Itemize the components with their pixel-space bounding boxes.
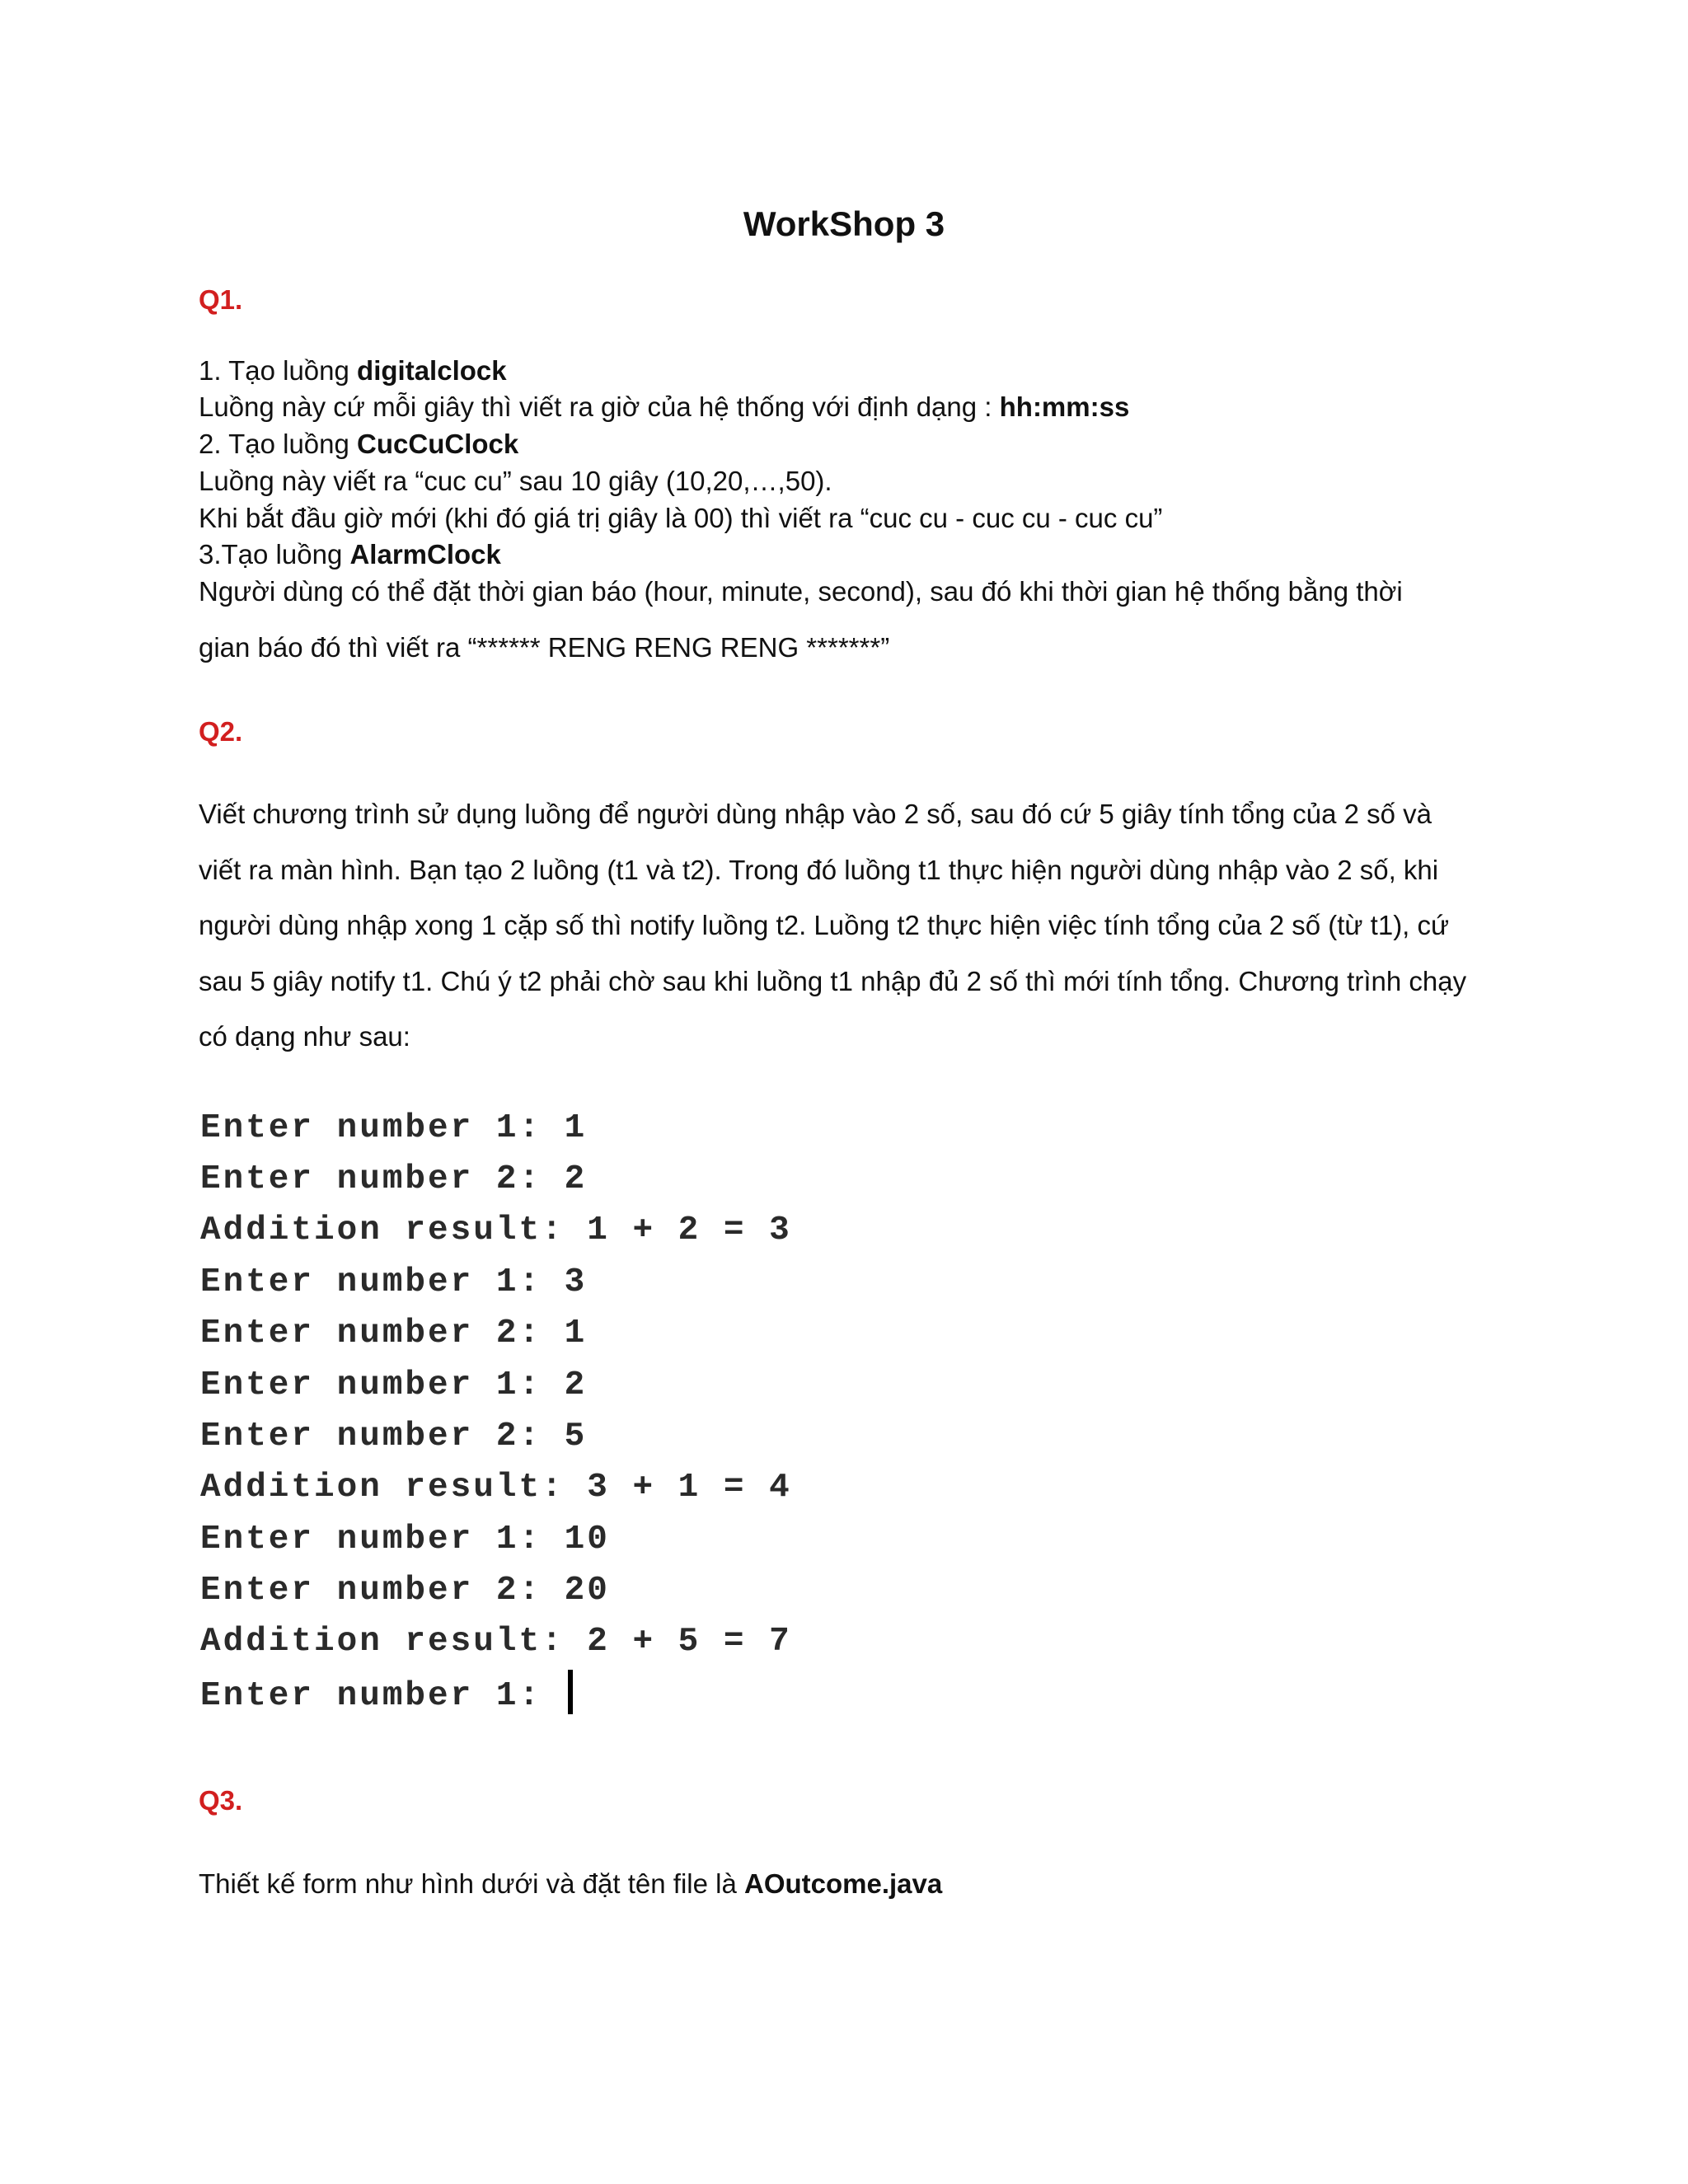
console-line: Enter number 1: 3 bbox=[200, 1263, 588, 1301]
q1-line-7: Người dùng có thể đặt thời gian báo (hour, minute, second), sau đó khi thời gian hệ thống bằng thời bbox=[199, 576, 1403, 607]
console-prompt-text: Enter number 1: bbox=[200, 1676, 565, 1715]
q1-line-5: Khi bắt đầu giờ mới (khi đó giá trị giây là 00) thì viết ra “cuc cu - cuc cu - cuc cu” bbox=[199, 503, 1163, 533]
q2-paragraph-line-2: viết ra màn hình. Bạn tạo 2 luồng (t1 và t2). Trong đó luồng t1 thực hiện người dùng nhập vào 2 số, khi bbox=[199, 855, 1439, 885]
q3-line-1-text: Thiết kế form như hình dưới và đặt tên file là bbox=[199, 1868, 744, 1899]
q1-line-3-text: 2. Tạo luồng bbox=[199, 429, 358, 459]
console-line: Addition result: 3 + 1 = 4 bbox=[200, 1469, 792, 1507]
q2-heading: Q2. bbox=[199, 716, 243, 747]
q2-paragraph-line-3: người dùng nhập xong 1 cặp số thì notify luồng t2. Luồng t2 thực hiện việc tính tổng của 2 số (từ t1), cứ bbox=[199, 910, 1450, 940]
q1-line-4: Luồng này viết ra “cuc cu” sau 10 giây (10,20,…,50). bbox=[199, 466, 832, 496]
q3-line-1-bold: AOutcome.java bbox=[743, 1868, 943, 1899]
console-line: Enter number 1: 10 bbox=[200, 1521, 610, 1558]
console-line-prompt bbox=[200, 1673, 573, 1718]
console-line: Enter number 1: 2 bbox=[200, 1366, 588, 1404]
q1-line-1-bold: digitalclock bbox=[357, 355, 507, 386]
q1-line-1 bbox=[199, 353, 507, 389]
q3-heading: Q3. bbox=[199, 1785, 243, 1816]
q2-paragraph-line-1: Viết chương trình sử dụng luồng để người dùng nhập vào 2 số, sau đó cứ 5 giây tính tổng của 2 số và bbox=[199, 799, 1432, 829]
console-line: Enter number 2: 2 bbox=[200, 1160, 588, 1198]
q1-line-2-bold: hh:mm:ss bbox=[999, 391, 1130, 422]
q1-line-2-text: Luồng này cứ mỗi giây thì viết ra giờ của hệ thống với định dạng : bbox=[199, 391, 1000, 422]
console-line: Addition result: 2 + 5 = 7 bbox=[200, 1623, 792, 1661]
q1-line-6-text: 3.Tạo luồng bbox=[199, 539, 350, 569]
q2-paragraph-line-4: sau 5 giây notify t1. Chú ý t2 phải chờ sau khi luồng t1 nhập đủ 2 số thì mới tính tổng. Chương trình chạy bbox=[199, 966, 1467, 996]
console-line: Addition result: 1 + 2 = 3 bbox=[200, 1212, 792, 1249]
text-cursor-icon bbox=[568, 1670, 573, 1714]
q1-line-3 bbox=[199, 426, 518, 462]
q1-line-8: gian báo đó thì viết ra “****** RENG RENG RENG *******” bbox=[199, 632, 890, 663]
q3-line-1 bbox=[199, 1866, 942, 1902]
page-title: WorkShop 3 bbox=[743, 204, 945, 243]
q1-line-3-bold: CucCuClock bbox=[357, 429, 519, 459]
q2-paragraph-line-5: có dạng như sau: bbox=[199, 1021, 410, 1052]
console-line: Enter number 2: 5 bbox=[200, 1418, 588, 1455]
q1-line-6-bold: AlarmClock bbox=[349, 539, 501, 569]
q1-line-6 bbox=[199, 537, 501, 573]
console-line: Enter number 2: 20 bbox=[200, 1572, 610, 1610]
console-line: Enter number 1: 1 bbox=[200, 1109, 588, 1147]
q1-line-2 bbox=[199, 389, 1129, 425]
console-line: Enter number 2: 1 bbox=[200, 1315, 588, 1352]
q1-heading: Q1. bbox=[199, 284, 243, 315]
q1-line-1-text: 1. Tạo luồng bbox=[199, 355, 358, 386]
